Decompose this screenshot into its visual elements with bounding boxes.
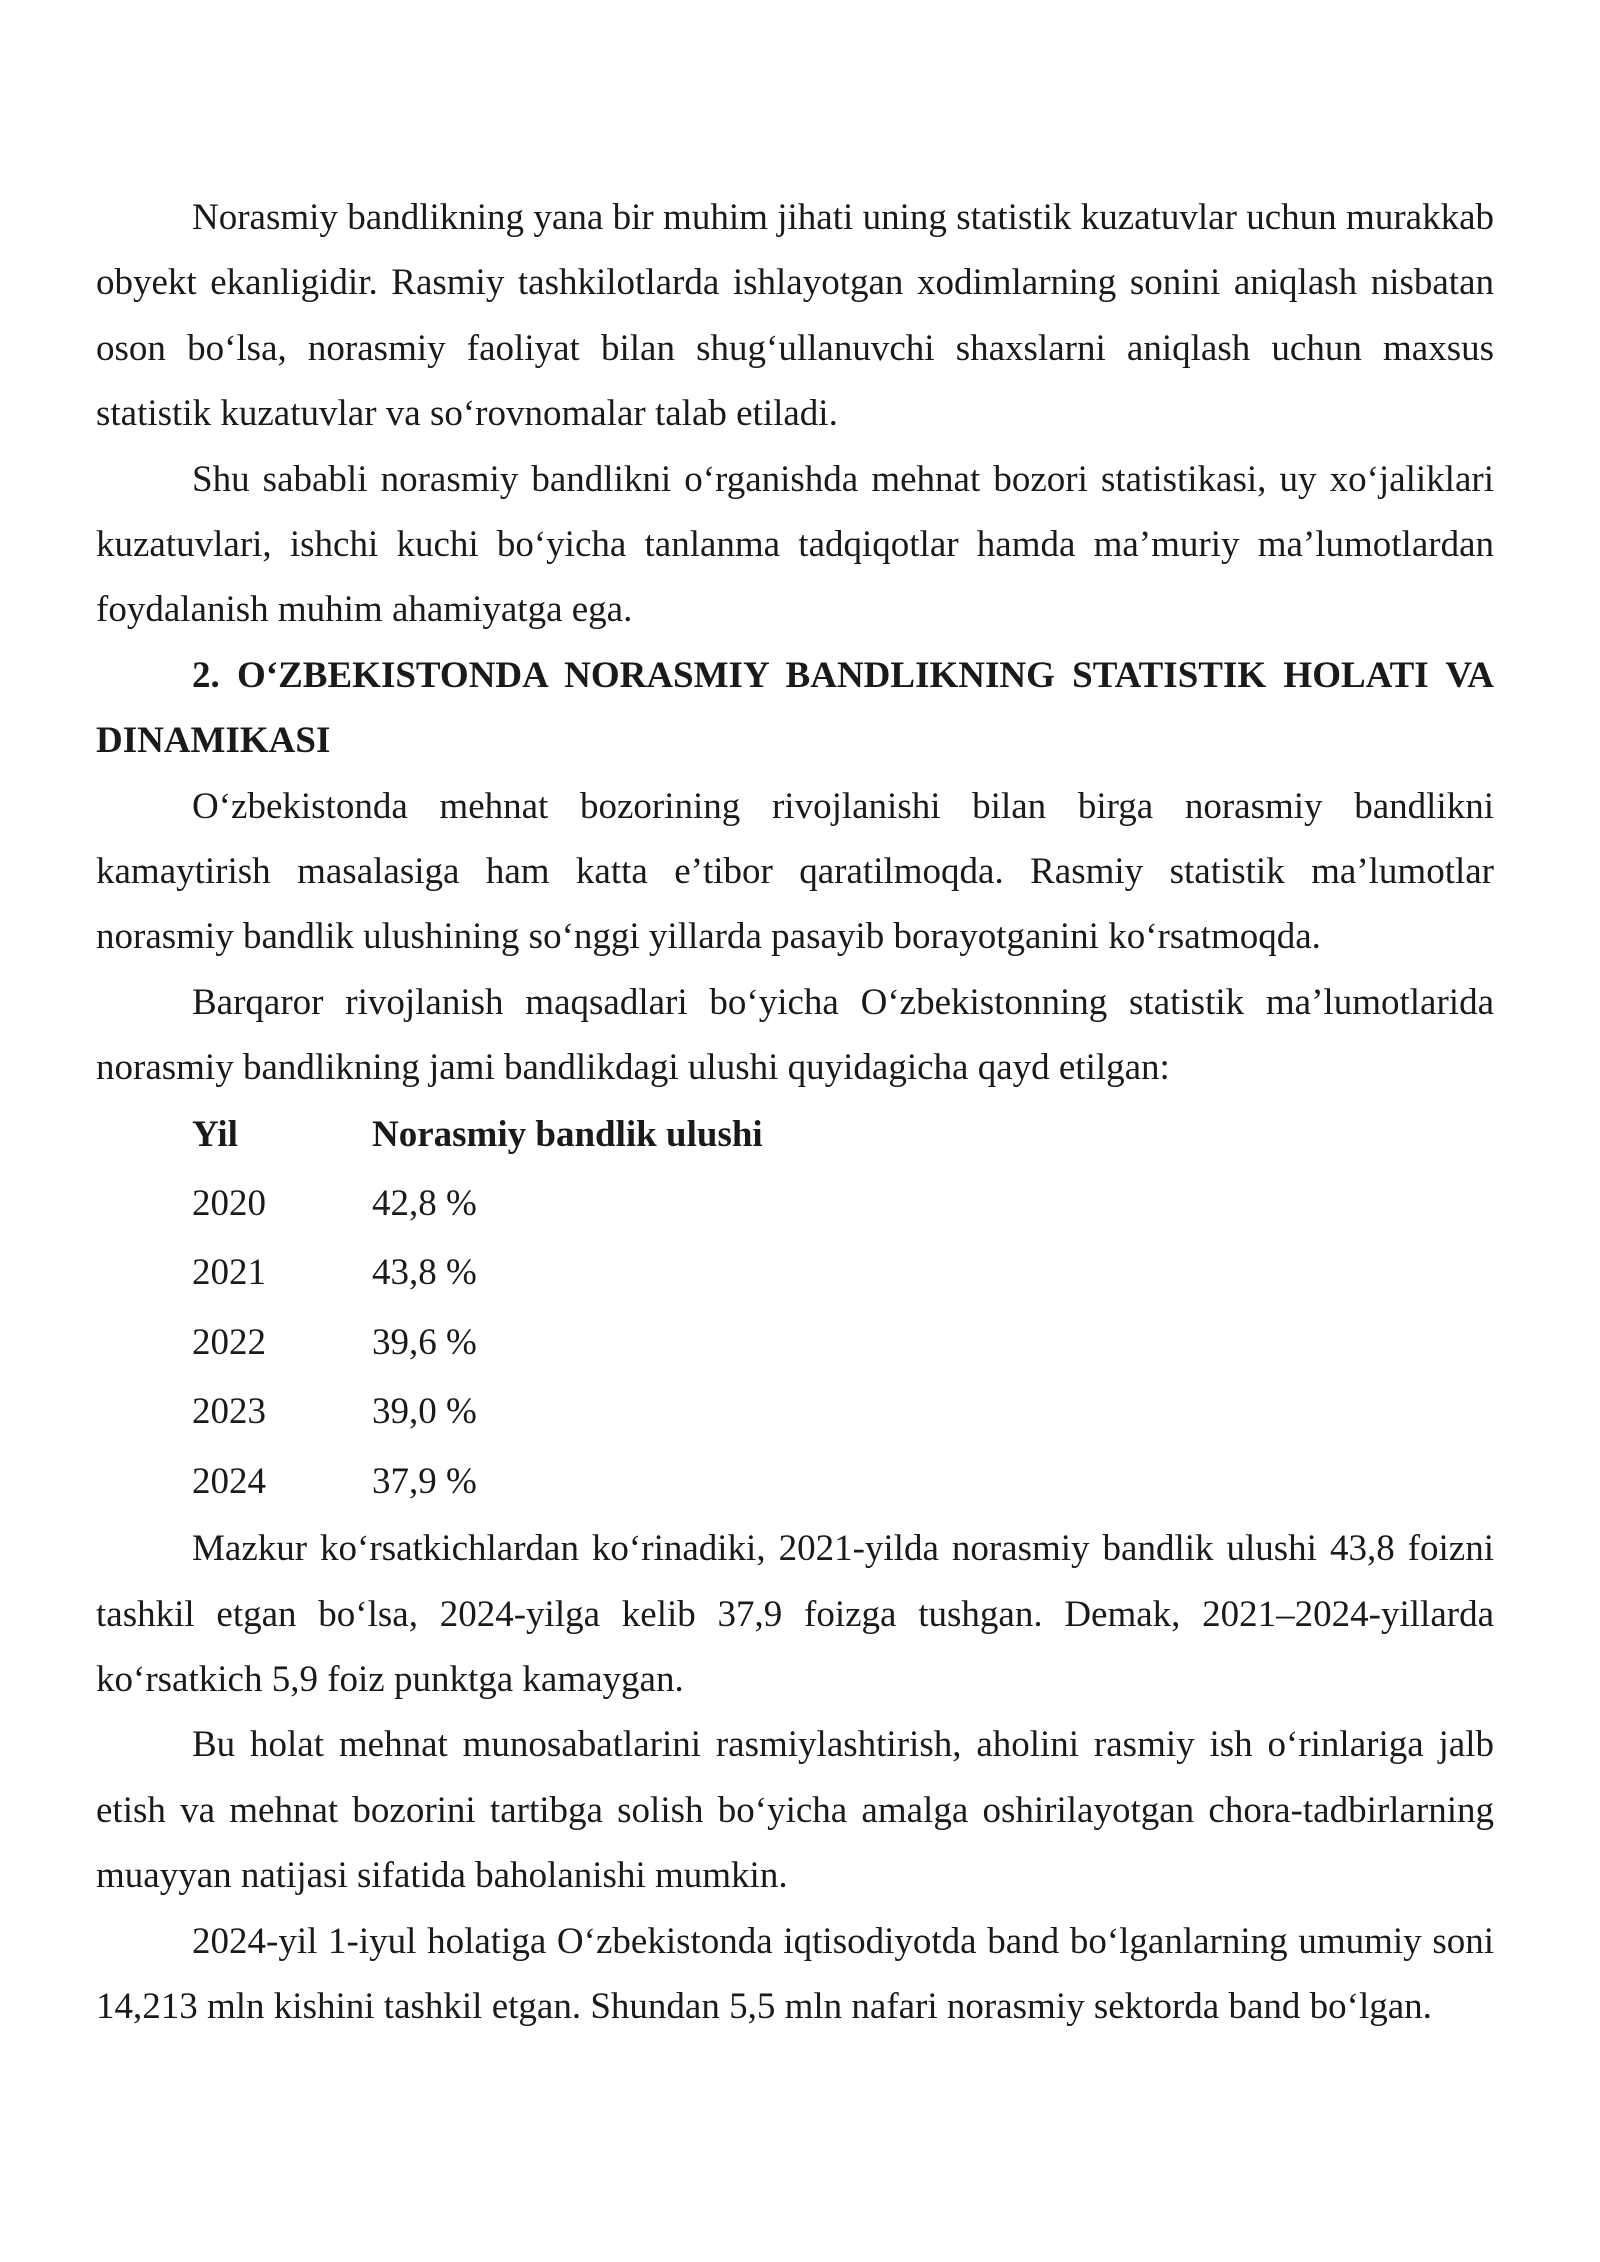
table-cell-year: 2021	[192, 1252, 266, 1294]
table-cell-year: 2022	[192, 1321, 266, 1363]
table-cell-share: 39,6 %	[372, 1321, 477, 1363]
table-header-year: Yil	[192, 1114, 238, 1156]
table-cell-share: 37,9 %	[372, 1460, 477, 1502]
paragraph-labor-market: Oʻzbekistonda mehnat bozorining rivojlanishi bilan birga norasmiy bandlikni kamaytirish masalasiga ham katta eʼtibor qaratilmoqda. Rasmiy statistik maʼlumotlar norasmiy bandlik ulushining soʻnggi yillarda pasayib borayotganini koʻrsatmoqda.	[96, 785, 1494, 958]
table-cell-year: 2024	[192, 1460, 266, 1502]
section-heading: 2. OʻZBEKISTONDA NORASMIY BANDLIKNING STATISTIK HOLATI VA DINAMIKASI	[96, 654, 1494, 762]
table-row	[192, 1308, 1494, 1378]
table-header-row	[192, 1101, 1494, 1169]
table-cell-share: 42,8 %	[372, 1182, 477, 1224]
table-row	[192, 1238, 1494, 1308]
table-row	[192, 1377, 1494, 1447]
paragraph-sdg-intro: Barqaror rivojlanish maqsadlari boʻyicha Oʻzbekistonning statistik maʼlumotlarida norasmiy bandlikning jami bandlikdagi ulushi quyidagicha qayd etilgan:	[96, 981, 1494, 1089]
table-row	[192, 1447, 1494, 1517]
table-cell-share: 43,8 %	[372, 1252, 477, 1294]
paragraph-employment-totals: 2024-yil 1-iyul holatiga Oʻzbekistonda iqtisodiyotda band boʻlganlarning umumiy soni 14,213 mln kishini tashkil etgan. Shundan 5,5 mln nafari norasmiy sektorda band boʻlgan.	[96, 1920, 1494, 2028]
table-row	[192, 1169, 1494, 1239]
paragraph-formalization-measures: Bu holat mehnat munosabatlarini rasmiylashtirish, aholini rasmiy ish oʻrinlariga jalb etish va mehnat bozorini tartibga solish boʻyicha amalga oshirilayotgan chora-tadbirlarning muayyan natijasi sifatida baholanishi mumkin.	[96, 1724, 1494, 1897]
paragraph-statistical-complexity: Norasmiy bandlikning yana bir muhim jihati uning statistik kuzatuvlar uchun murakkab obyekt ekanligidir. Rasmiy tashkilotlarda ishlayotgan xodimlarning sonini aniqlash nisbatan oson boʻlsa, norasmiy faoliyat bilan shugʻullanuvchi shaxslarni aniqlash uchun maxsus statistik kuzatuvlar va soʻrovnomalar talab etiladi.	[96, 197, 1494, 435]
paragraph-decline-analysis: Mazkur koʻrsatkichlardan koʻrinadiki, 2021-yilda norasmiy bandlik ulushi 43,8 foizni tashkil etgan boʻlsa, 2024-yilga kelib 37,9 foizga tushgan. Demak, 2021–2024-yillarda koʻrsatkich 5,9 foiz punktga kamaygan.	[96, 1528, 1494, 1700]
paragraph-data-sources: Shu sababli norasmiy bandlikni oʻrganishda mehnat bozori statistikasi, uy xoʻjaliklari kuzatuvlari, ishchi kuchi boʻyicha tanlanma tadqiqotlar hamda maʼmuriy maʼlumotlardan foydalanish muhim ahamiyatga ega.	[96, 458, 1494, 631]
table-header-share: Norasmiy bandlik ulushi	[372, 1114, 763, 1156]
informal-employment-table	[192, 1101, 1494, 1517]
table-cell-year: 2023	[192, 1391, 266, 1433]
table-cell-share: 39,0 %	[372, 1391, 477, 1433]
document-page	[96, 185, 1494, 2039]
table-cell-year: 2020	[192, 1182, 266, 1224]
